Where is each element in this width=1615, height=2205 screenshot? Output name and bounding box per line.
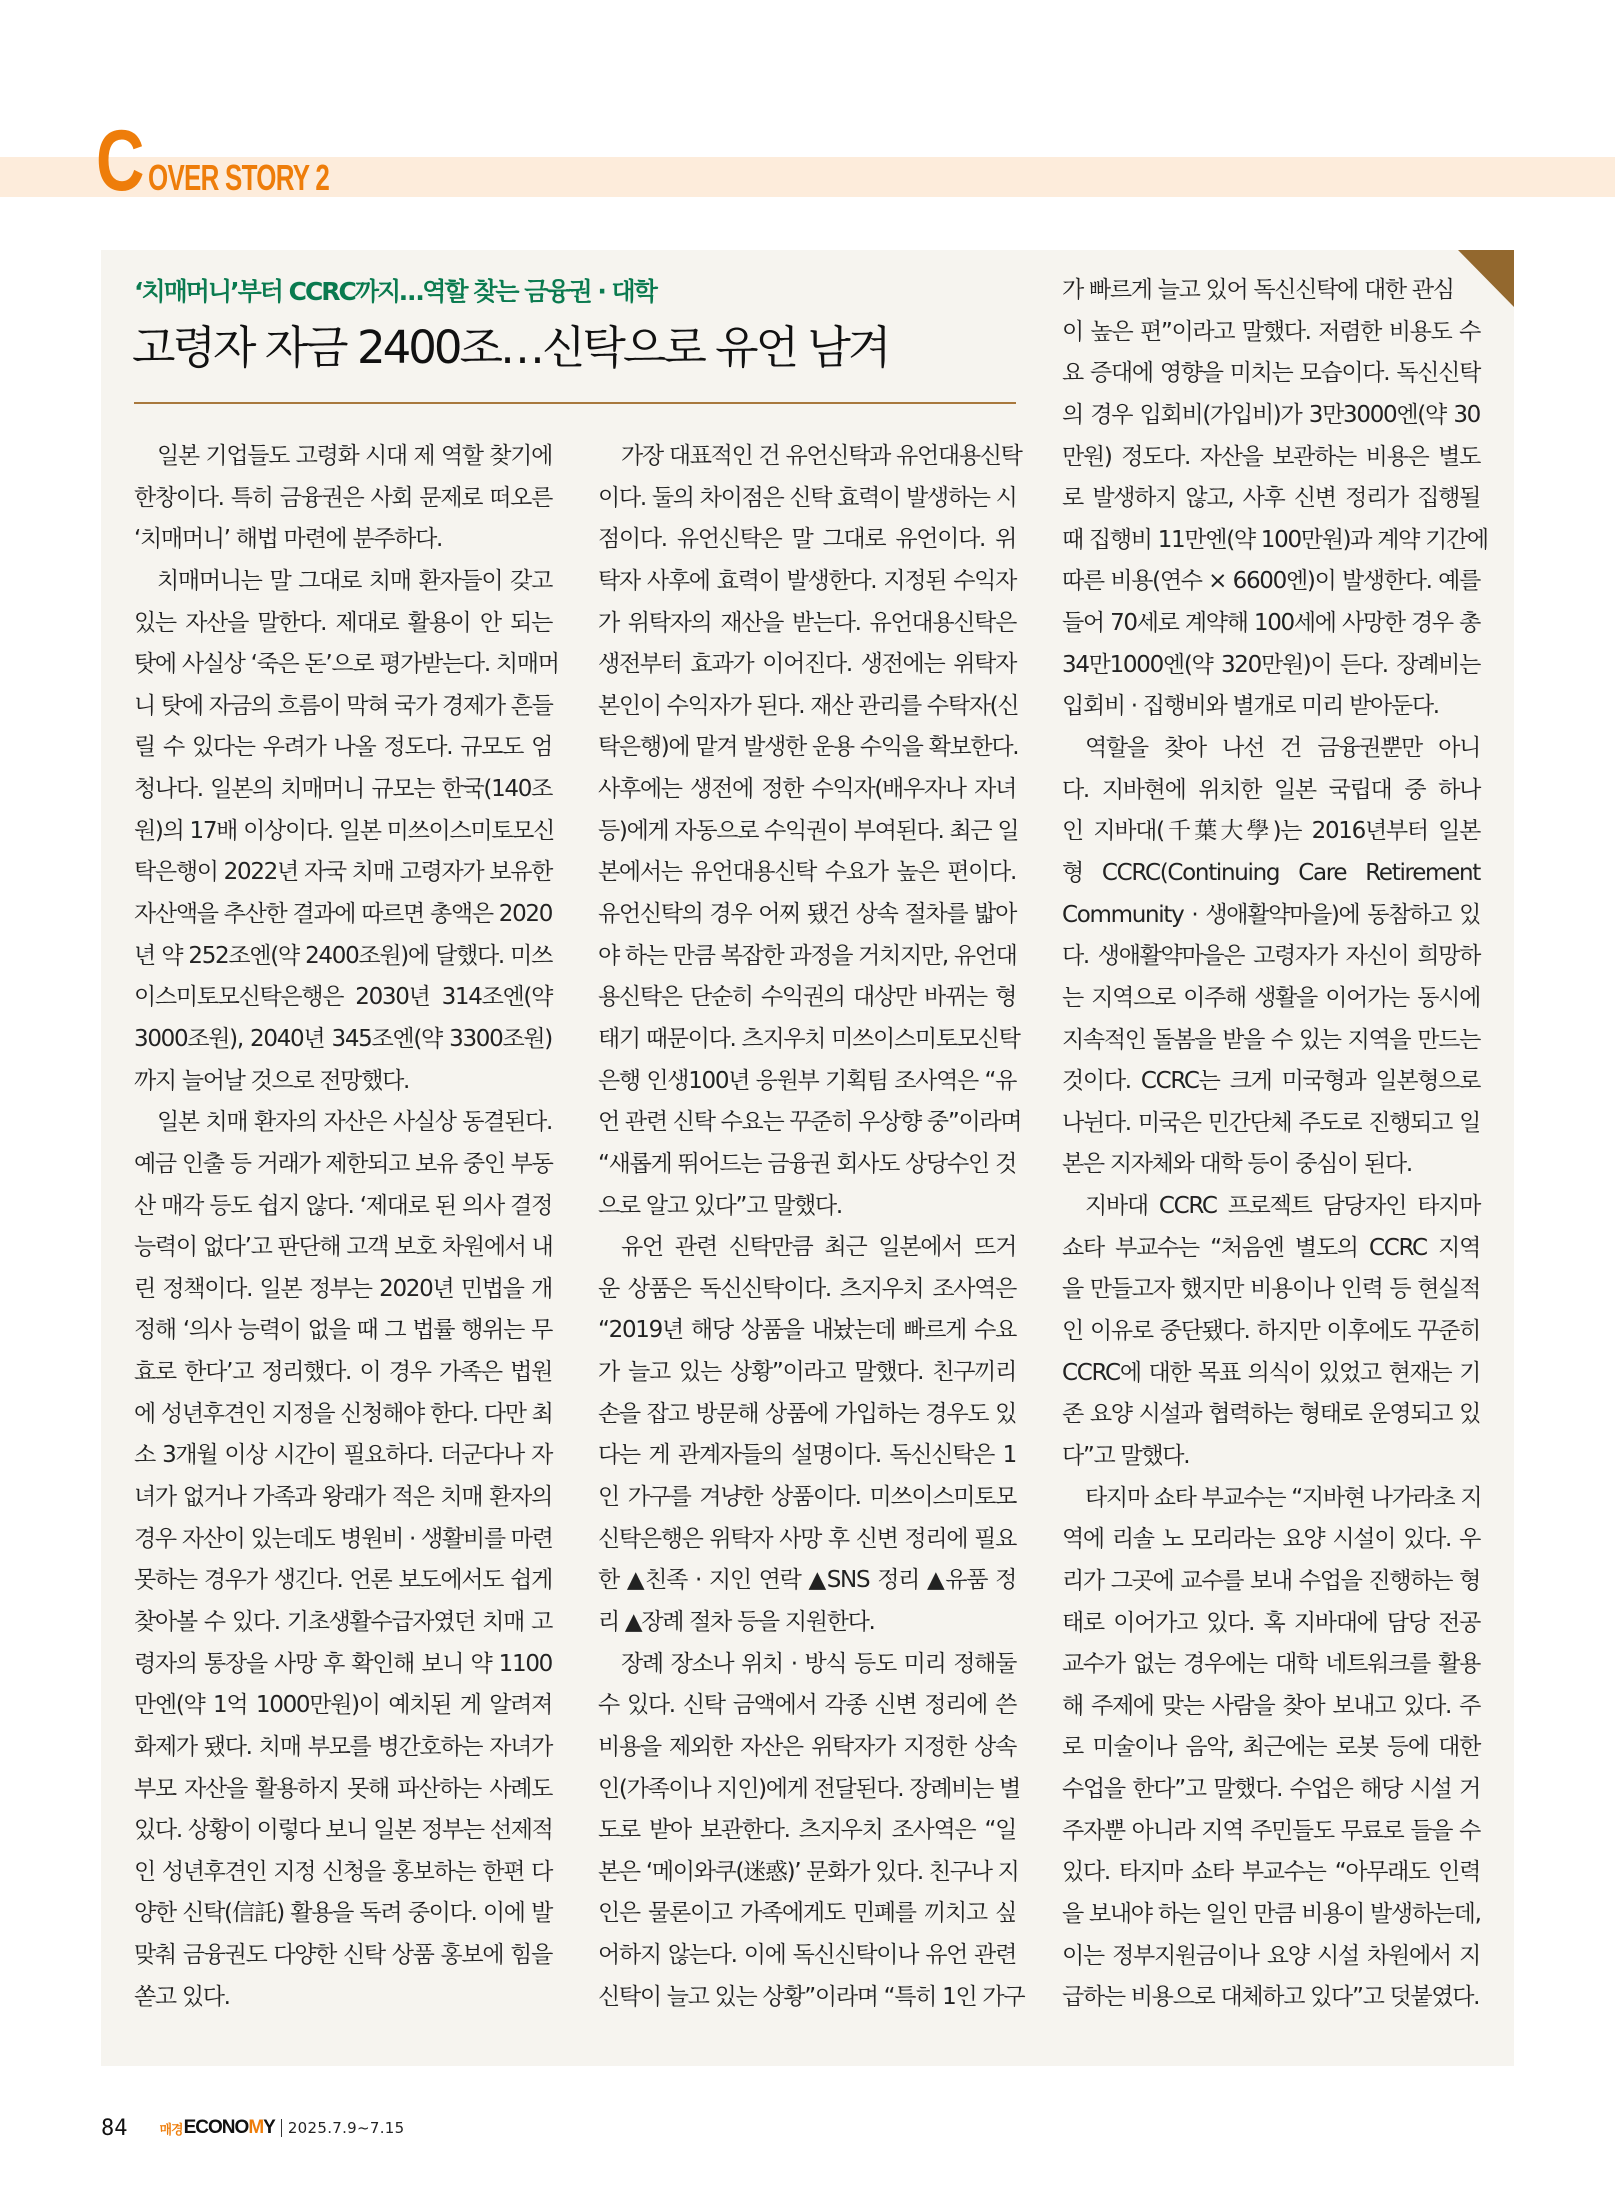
text-line: 의 경우 입회비(가입비)가 3만3000엔(약 30 — [1062, 401, 1480, 428]
paragraph — [1062, 270, 1488, 728]
text-line: 것이다. CCRC는 크게 미국형과 일본형으로 — [1062, 1068, 1480, 1095]
text-line: 용신탁은 단순히 수익권의 대상만 바뀌는 형 — [598, 984, 1016, 1011]
text-line: 한창이다. 특히 금융권은 사회 문제로 떠오른 — [134, 484, 552, 511]
text-line: 화제가 됐다. 치매 부모를 병간호하는 자녀가 — [134, 1733, 552, 1760]
article-kicker: ‘치매머니’부터 CCRC까지…역할 찾는 금융권 · 대학 — [134, 277, 656, 306]
paragraph — [134, 436, 552, 561]
text-line: 인(가족이나 지인)에게 전달된다. 장례비는 별 — [598, 1775, 1020, 1802]
text-line: 수업을 한다”고 말했다. 수업은 해당 시설 거 — [1062, 1776, 1480, 1803]
text-line: 이 높은 편”이라고 말했다. 저렴한 비용도 수 — [1062, 318, 1480, 345]
text-line: 주자뿐 아니라 지역 주민들도 무료로 들을 수 — [1062, 1817, 1480, 1844]
text-line: ‘치매머니’ 해법 마련에 분주하다. — [134, 526, 443, 553]
text-line: 본은 지자체와 대학 등이 중심이 된다. — [1062, 1151, 1412, 1178]
text-line: 인 이유로 중단됐다. 하지만 이후에도 꾸준히 — [1062, 1318, 1480, 1345]
issue-date: 2025.7.9~7.15 — [287, 2119, 405, 2137]
text-line: 야 하는 만큼 복잡한 과정을 거치지만, 유언대 — [598, 942, 1017, 969]
text-line: 자산액을 추산한 결과에 따르면 총액은 2020 — [134, 901, 553, 928]
text-line: 효로 한다’고 정리했다. 이 경우 가족은 법원 — [134, 1359, 552, 1386]
logo-text-part: ECONO — [183, 2117, 249, 2138]
article-column-2 — [598, 436, 1025, 2018]
paragraph — [1062, 728, 1480, 1186]
text-line: 정해 ‘의사 능력이 없을 때 그 법률 행위는 무 — [134, 1317, 552, 1344]
text-line: 타지마 쇼타 부교수는 “지바현 나가라초 지 — [1085, 1484, 1482, 1511]
logo-korean: 매경 — [159, 2121, 183, 2137]
text-line: 린 정책이다. 일본 정부는 2020년 민법을 개 — [134, 1275, 552, 1302]
text-line: 인 가구를 겨냥한 상품이다. 미쓰이스미토모 — [598, 1484, 1016, 1511]
text-line: 본인이 수익자가 된다. 재산 관리를 수탁자(신 — [598, 692, 1019, 719]
text-line: 릴 수 있다는 우려가 나올 정도다. 규모도 엄 — [134, 734, 552, 761]
text-line: 이는 정부지원금이나 요양 시설 차원에서 지 — [1062, 1942, 1480, 1969]
article-title: 고령자 자금 2400조…신탁으로 유언 남겨 — [132, 321, 889, 374]
section-label: OVER STORY 2 — [148, 157, 330, 198]
paragraph — [1062, 1478, 1480, 2019]
text-line: 탓에 사실상 ‘죽은 돈’으로 평가받는다. 치매머 — [134, 651, 559, 678]
text-line: 부모 자산을 활용하지 못해 파산하는 사례도 — [134, 1775, 552, 1802]
logo-text-part: Y — [263, 2117, 275, 2138]
footer-divider — [281, 2119, 282, 2137]
text-line: 장례 장소나 위치 · 방식 등도 미리 정해둘 — [621, 1650, 1016, 1677]
text-line: 일본 기업들도 고령화 시대 제 역할 찾기에 — [157, 443, 552, 469]
text-line: 있다. 상황이 이렇다 보니 일본 정부는 선제적 — [134, 1817, 553, 1844]
text-line: 다. 생애활약마을은 고령자가 자신이 희망하 — [1062, 943, 1480, 970]
text-line: 치매머니는 말 그대로 치매 환자들이 갖고 — [157, 567, 552, 594]
text-line: 신탁이 늘고 있는 상황”이라며 “특히 1인 가구 — [598, 1983, 1025, 2010]
text-line: 일본 치매 환자의 자산은 사실상 동결된다. — [157, 1109, 552, 1136]
text-line: 으로 알고 있다”고 말했다. — [598, 1192, 842, 1219]
text-line: 녀가 없거나 가족과 왕래가 적은 치매 환자의 — [134, 1484, 552, 1511]
text-line: 손을 잡고 방문해 상품에 가입하는 경우도 있 — [598, 1400, 1016, 1427]
text-line: 맞춰 금융권도 다양한 신탁 상품 홍보에 힘을 — [134, 1942, 552, 1969]
text-line: 능력이 없다’고 판단해 고객 보호 차원에서 내 — [134, 1234, 553, 1261]
text-line: 인은 물론이고 가족에게도 민폐를 끼치고 싶 — [598, 1900, 1016, 1927]
text-line: 청나다. 일본의 치매머니 규모는 한국(140조 — [134, 776, 552, 803]
text-line: 은행 인생100년 응원부 기획팀 조사역은 “유 — [598, 1067, 1016, 1094]
text-line: 가 위탁자의 재산을 받는다. 유언대용신탁은 — [598, 609, 1016, 636]
text-line: 만원) 정도다. 자산을 보관하는 비용은 별도 — [1062, 443, 1480, 470]
text-line: 령자의 통장을 사망 후 확인해 보니 약 1100 — [134, 1650, 552, 1677]
text-line: 쇼타 부교수는 “처음엔 별도의 CCRC 지역 — [1062, 1234, 1480, 1261]
article-column-1 — [134, 436, 559, 2018]
text-line: 까지 늘어날 것으로 전망했다. — [134, 1067, 410, 1094]
text-line: 지속적인 돌봄을 받을 수 있는 지역을 만드는 — [1062, 1026, 1480, 1053]
magazine-logo — [160, 2117, 275, 2139]
text-line: 다”고 말했다. — [1062, 1442, 1190, 1469]
text-line: 쏟고 있다. — [134, 1983, 230, 2010]
text-line: 생전부터 효과가 이어진다. 생전에는 위탁자 — [598, 651, 1016, 678]
text-line: 이다. 둘의 차이점은 신탁 효력이 발생하는 시 — [598, 484, 1017, 511]
text-line: 찾아볼 수 있다. 기초생활수급자였던 치매 고 — [134, 1608, 552, 1635]
text-line: 형 CCRC(Continuing Care Retirement — [1062, 859, 1480, 886]
text-line: 인 성년후견인 지정 신청을 홍보하는 한편 다 — [134, 1858, 552, 1885]
text-line: 때 집행비 11만엔(약 100만원)과 계약 기간에 — [1062, 526, 1488, 553]
paragraph — [1062, 1186, 1480, 1477]
text-line: 있다. 타지마 쇼타 부교수는 “아무래도 인력 — [1062, 1859, 1480, 1886]
text-line: 언 관련 신탁 수요는 꾸준히 우상향 중”이라며 — [598, 1109, 1022, 1136]
text-line: 는 지역으로 이주해 생활을 이어가는 동시에 — [1062, 984, 1480, 1011]
text-line: 3000조원), 2040년 345조엔(약 3300조원) — [134, 1025, 552, 1052]
text-line: 리가 그곳에 교수를 보내 수업을 진행하는 형 — [1062, 1567, 1480, 1594]
text-line: 탁은행이 2022년 자국 치매 고령자가 보유한 — [134, 859, 553, 886]
article-column-3 — [1062, 270, 1488, 2019]
text-line: 나뉜다. 미국은 민간단체 주도로 진행되고 일 — [1062, 1109, 1480, 1136]
text-line: Community · 생애활약마을)에 동참하고 있 — [1062, 901, 1480, 928]
page-number: 84 — [101, 2115, 128, 2141]
paragraph — [134, 1102, 552, 2018]
text-line: 입회비 · 집행비와 별개로 미리 받아둔다. — [1062, 693, 1439, 720]
text-line: 요 증대에 영향을 미치는 모습이다. 독신신탁 — [1062, 360, 1480, 387]
text-line: 리 ▲장례 절차 등을 지원한다. — [598, 1608, 875, 1635]
text-line: 가 빠르게 늘고 있어 독신신탁에 대한 관심 — [1062, 277, 1454, 303]
paragraph — [598, 436, 1022, 1227]
text-line: 수 있다. 신탁 금액에서 각종 신변 정리에 쓴 — [598, 1692, 1016, 1719]
text-line: 을 보내야 하는 일인 만큼 비용이 발생하는데, — [1062, 1900, 1481, 1927]
text-line: 유언 관련 신탁만큼 최근 일본에서 뜨거 — [621, 1234, 1016, 1261]
text-line: 로 발생하지 않고, 사후 신변 정리가 집행될 — [1062, 485, 1480, 512]
paragraph — [598, 1227, 1016, 1643]
text-line: 소 3개월 이상 시간이 필요하다. 더군다나 자 — [134, 1442, 552, 1469]
text-line: 신탁은행은 위탁자 사망 후 신변 정리에 필요 — [598, 1525, 1016, 1552]
text-line: 비용을 제외한 자산은 위탁자가 지정한 상속 — [598, 1733, 1016, 1760]
text-line: 태로 이어가고 있다. 혹 지바대에 담당 전공 — [1062, 1609, 1480, 1636]
text-line: 급하는 비용으로 대체하고 있다”고 덧붙였다. — [1062, 1984, 1480, 2011]
logo-text-accent: M — [248, 2117, 264, 2138]
text-line: 을 만들고자 했지만 비용이나 인력 등 현실적 — [1062, 1276, 1480, 1303]
text-line: 이스미토모신탁은행은 2030년 314조엔(약 — [134, 984, 552, 1011]
text-line: 니 탓에 자금의 흐름이 막혀 국가 경제가 흔들 — [134, 692, 553, 719]
text-line: 산 매각 등도 쉽지 않다. ‘제대로 된 의사 결정 — [134, 1192, 552, 1219]
page-footer — [101, 2113, 405, 2143]
text-line: 본에서는 유언대용신탁 수요가 높은 편이다. — [598, 859, 1016, 886]
text-line: 다. 지바현에 위치한 일본 국립대 중 하나 — [1062, 776, 1480, 803]
text-line: 에 성년후견인 지정을 신청해야 한다. 다만 최 — [134, 1400, 553, 1427]
paragraph — [134, 561, 559, 1102]
text-line: 인 지바대(千葉大學)는 2016년부터 일본 — [1062, 818, 1480, 845]
text-line: 원)의 17배 이상이다. 일본 미쓰이스미토모신 — [134, 817, 555, 844]
text-line: 년 약 252조엔(약 2400조원)에 달했다. 미쓰 — [134, 942, 552, 969]
text-line: 34만1000엔(약 320만원)이 든다. 장례비는 — [1062, 651, 1480, 678]
text-line: 교수가 없는 경우에는 대학 네트워크를 활용 — [1062, 1651, 1480, 1678]
text-line: 경우 자산이 있는데도 병원비 · 생활비를 마련 — [134, 1525, 553, 1552]
text-line: 한 ▲친족 · 지인 연락 ▲SNS 정리 ▲유품 정 — [598, 1567, 1016, 1594]
text-line: 태기 때문이다. 츠지우치 미쓰이스미토모신탁 — [598, 1025, 1020, 1052]
text-line: 점이다. 유언신탁은 말 그대로 유언이다. 위 — [598, 526, 1016, 553]
text-line: 운 상품은 독신신탁이다. 츠지우치 조사역은 — [598, 1275, 1016, 1302]
text-line: 예금 인출 등 거래가 제한되고 보유 중인 부동 — [134, 1150, 553, 1177]
text-line: 역할을 찾아 나선 건 금융권뿐만 아니 — [1085, 735, 1480, 762]
text-line: 만엔(약 1억 1000만원)이 예치된 게 알려져 — [134, 1692, 552, 1719]
title-divider — [134, 402, 1016, 404]
text-line: 따른 비용(연수 × 6600엔)이 발생한다. 예를 — [1062, 568, 1480, 595]
paragraph — [598, 1644, 1025, 2019]
text-line: 탁자 사후에 효력이 발생한다. 지정된 수익자 — [598, 567, 1016, 594]
text-line: “2019년 해당 상품을 내놨는데 빠르게 수요 — [598, 1317, 1016, 1344]
text-line: 탁은행)에 맡겨 발생한 운용 수익을 확보한다. — [598, 734, 1019, 761]
text-line: 사후에는 생전에 정한 수익자(배우자나 자녀 — [598, 776, 1016, 803]
text-line: 다는 게 관계자들의 설명이다. 독신신탁은 1 — [598, 1442, 1016, 1469]
text-line: 존 요양 시설과 협력하는 형태로 운영되고 있 — [1062, 1401, 1480, 1428]
text-line: 해 주제에 맞는 사람을 찾아 보내고 있다. 주 — [1062, 1692, 1480, 1719]
text-line: 로 미술이나 음악, 최근에는 로봇 등에 대한 — [1062, 1734, 1480, 1761]
text-line: 가장 대표적인 건 유언신탁과 유언대용신탁 — [621, 443, 1022, 469]
text-line: 어하지 않는다. 이에 독신신탁이나 유언 관련 — [598, 1942, 1016, 1969]
text-line: 지바대 CCRC 프로젝트 담당자인 타지마 — [1085, 1193, 1480, 1220]
text-line: 못하는 경우가 생긴다. 언론 보도에서도 쉽게 — [134, 1567, 552, 1594]
text-line: CCRC에 대한 목표 의식이 있었고 현재는 기 — [1062, 1359, 1480, 1386]
text-line: 역에 리솔 노 모리라는 요양 시설이 있다. 우 — [1062, 1526, 1480, 1553]
text-line: 등)에게 자동으로 수익권이 부여된다. 최근 일 — [598, 817, 1019, 844]
text-line: 있는 자산을 말한다. 제대로 활용이 안 되는 — [134, 609, 552, 636]
text-line: 가 늘고 있는 상황”이라고 말했다. 친구끼리 — [598, 1359, 1016, 1386]
text-line: 들어 70세로 계약해 100세에 사망한 경우 총 — [1062, 610, 1480, 637]
section-label-initial: C — [96, 113, 145, 209]
text-line: “새롭게 뛰어드는 금융권 회사도 상당수인 것 — [598, 1150, 1016, 1177]
text-line: 양한 신탁(信託) 활용을 독려 중이다. 이에 발 — [134, 1900, 552, 1927]
text-line: 도로 받아 보관한다. 츠지우치 조사역은 “일 — [598, 1817, 1016, 1844]
text-line: 유언신탁의 경우 어찌 됐건 상속 절차를 밟아 — [598, 901, 1016, 928]
text-line: 본은 ‘메이와쿠(迷惑)’ 문화가 있다. 친구나 지 — [598, 1858, 1019, 1885]
